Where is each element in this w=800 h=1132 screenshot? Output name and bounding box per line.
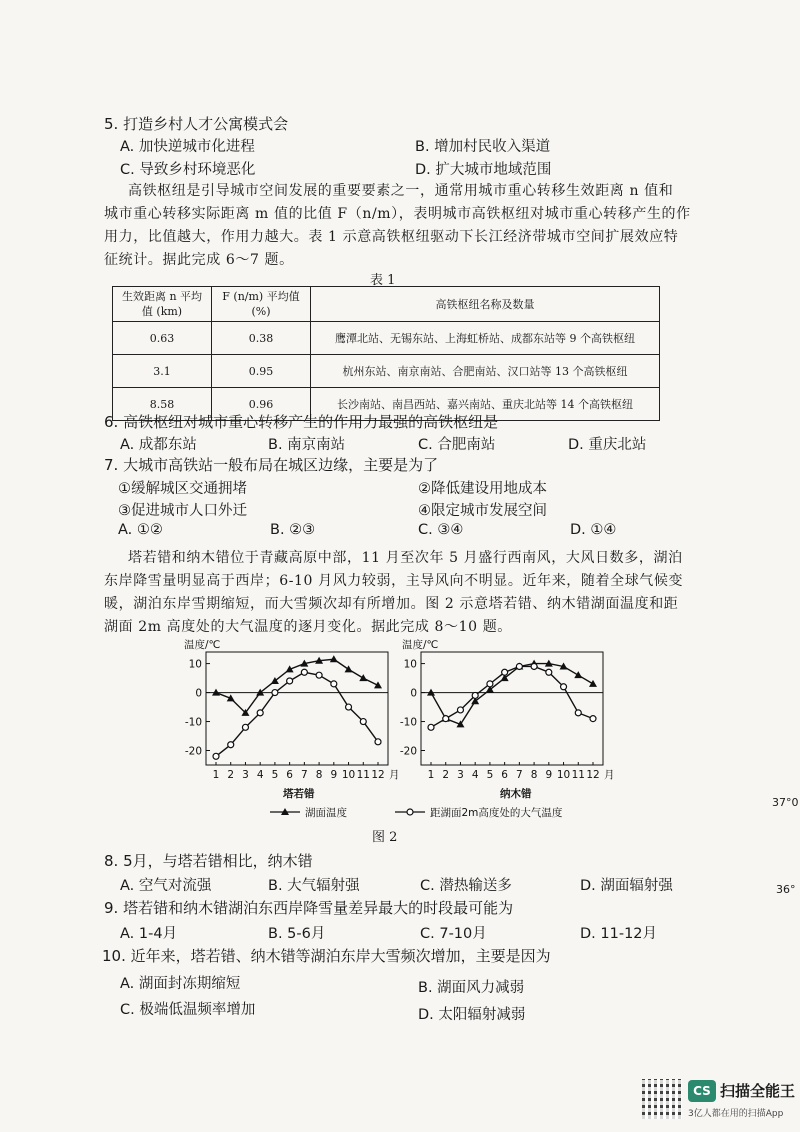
air-temp-point <box>487 681 493 687</box>
side-latitude-2: 36° <box>776 883 796 896</box>
air-temp-point <box>443 716 449 722</box>
chart-taruocuo <box>184 638 400 800</box>
x-tick-label: 12 <box>371 769 385 781</box>
x-tick-label: 3 <box>242 769 249 781</box>
q6-option-b: B. 南京南站 <box>268 437 346 453</box>
q7-statement-4: ④限定城市发展空间 <box>418 503 547 519</box>
table1-header: F (n/m) 平均值 (%) <box>212 287 311 322</box>
intro2-line3: 暖，湖泊东岸雪期缩短，而大雪频次却有所增加。图 2 示意塔若错、纳木错湖面温度和距 <box>104 596 679 612</box>
lake-temp-point <box>589 680 597 687</box>
x-tick-label: 9 <box>330 769 338 781</box>
y-tick-label: -10 <box>184 716 202 729</box>
x-tick-label: 6 <box>286 769 293 781</box>
table-cell: 0.96 <box>212 388 311 421</box>
chart-namucuo <box>400 638 615 800</box>
legend-lake-label: 湖面温度 <box>305 807 347 819</box>
q8-option-a: A. 空气对流强 <box>120 878 212 894</box>
air-temp-point <box>590 716 596 722</box>
lake-temp-point <box>374 681 382 688</box>
x-tick-label: 8 <box>530 769 538 781</box>
q6-option-a: A. 成都东站 <box>120 437 197 453</box>
table-cell: 0.63 <box>113 322 212 355</box>
q9-option-b: B. 5-6月 <box>268 926 326 942</box>
air-temp-point <box>546 669 552 675</box>
table1-header: 高铁枢纽名称及数量 <box>311 287 660 322</box>
x-tick-label: 5 <box>486 769 494 781</box>
q7-stem: 7. 大城市高铁站一般布局在城区边缘，主要是为了 <box>104 456 439 474</box>
x-axis-unit: 月 <box>604 769 615 781</box>
air-temp-point <box>516 663 522 669</box>
legend-air-label: 距湖面2m高度处的大气温度 <box>430 807 563 819</box>
air-temp-point <box>561 684 567 690</box>
legend-circle-icon <box>407 809 413 815</box>
qr-code-icon <box>642 1079 682 1119</box>
x-tick-label: 10 <box>556 769 571 781</box>
air-temp-point <box>213 753 219 759</box>
x-tick-label: 11 <box>571 769 585 781</box>
q9-stem: 9. 塔若错和纳木错湖泊东西岸降雪量差异最大的时段最可能为 <box>104 899 514 917</box>
intro1-line4: 征统计。据此完成 6～7 题。 <box>104 252 294 268</box>
x-tick-label: 7 <box>516 769 523 781</box>
lake-temp-point <box>345 665 353 672</box>
air-temp-point <box>360 719 366 725</box>
air-temp-point <box>228 742 234 748</box>
x-tick-label: 2 <box>227 769 235 781</box>
x-tick-label: 6 <box>501 769 508 781</box>
x-tick-label: 9 <box>545 769 553 781</box>
air-temp-point <box>287 678 293 684</box>
table1-header: 生效距离 n 平均值 (km) <box>113 287 212 322</box>
series-air-line <box>216 672 378 756</box>
q7-option-b: B. ②③ <box>270 522 316 538</box>
x-tick-label: 11 <box>356 769 370 781</box>
x-tick-label: 3 <box>457 769 464 781</box>
q9-option-a: A. 1-4月 <box>120 926 178 942</box>
x-tick-label: 4 <box>256 769 264 781</box>
chart-frame <box>206 652 388 765</box>
q6-option-c: C. 合肥南站 <box>418 437 496 453</box>
q9-option-d: D. 11-12月 <box>580 926 658 942</box>
x-axis-unit: 月 <box>389 769 400 781</box>
air-temp-point <box>428 724 434 730</box>
y-tick-label: 0 <box>410 687 417 700</box>
q10-option-d: D. 太阳辐射减弱 <box>418 1007 526 1023</box>
lake-temp-point <box>359 674 367 681</box>
y-tick-label: -10 <box>399 716 417 729</box>
series-lake-line <box>216 659 378 713</box>
side-latitude-1: 37°0 <box>772 796 799 809</box>
air-temp-point <box>346 704 352 710</box>
lake-temp-point <box>330 655 338 662</box>
air-temp-point <box>272 690 278 696</box>
air-temp-point <box>257 710 263 716</box>
air-temp-point <box>531 663 537 669</box>
scanner-logo-icon: CS <box>688 1080 716 1102</box>
series-air-line <box>431 666 593 727</box>
air-temp-point <box>375 739 381 745</box>
intro1-line3: 用力，比值越大，作用力越大。表 1 示意高铁枢纽驱动下长江经济带城市空间扩展效应特 <box>104 229 679 245</box>
chart-title: 纳木错 <box>500 788 532 800</box>
q9-option-c: C. 7-10月 <box>420 926 487 942</box>
table-cell: 3.1 <box>113 355 212 388</box>
y-tick-label: -20 <box>399 745 417 758</box>
q5-option-c: C. 导致乡村环境恶化 <box>120 162 256 178</box>
q8-option-c: C. 潜热输送多 <box>420 878 512 894</box>
table-cell: 杭州东站、南京南站、合肥南站、汉口站等 13 个高铁枢纽 <box>311 355 660 388</box>
q10-option-c: C. 极端低温频率增加 <box>120 1002 256 1018</box>
x-tick-label: 2 <box>442 769 450 781</box>
figure-caption: 图 2 <box>372 830 398 845</box>
q7-option-d: D. ①④ <box>570 522 617 538</box>
q6-stem: 6. 高铁枢纽对城市重心转移产生的作用力最强的高铁枢纽是 <box>104 413 499 431</box>
x-tick-label: 7 <box>301 769 308 781</box>
q10-stem: 10. 近年来，塔若错、纳木错等湖泊东岸大雪频次增加，主要是因为 <box>102 947 551 965</box>
q5-stem: 5. 打造乡村人才公寓模式会 <box>104 115 289 133</box>
x-tick-label: 4 <box>471 769 479 781</box>
table-cell: 鹰潭北站、无锡东站、上海虹桥站、成都东站等 9 个高铁枢纽 <box>311 322 660 355</box>
series-lake-line <box>431 664 593 725</box>
table-cell: 长沙南站、南昌西站、嘉兴南站、重庆北站等 14 个高铁枢纽 <box>311 388 660 421</box>
air-temp-point <box>301 669 307 675</box>
x-tick-label: 8 <box>315 769 323 781</box>
q5-option-d: D. 扩大城市地域范围 <box>415 162 552 178</box>
x-tick-label: 5 <box>271 769 279 781</box>
q8-option-b: B. 大气辐射强 <box>268 878 360 894</box>
intro1-line1: 高铁枢纽是引导城市空间发展的重要要素之一，通常用城市重心转移生效距离 n 值和 <box>128 183 674 199</box>
scanner-app-name: 扫描全能王 <box>720 1082 796 1100</box>
q7-option-a: A. ①② <box>118 522 163 538</box>
x-tick-label: 12 <box>586 769 600 781</box>
q7-option-c: C. ③④ <box>418 522 464 538</box>
lake-temp-point <box>574 671 582 678</box>
scanner-app-tagline: 3亿人都在用的扫描App <box>688 1109 784 1119</box>
chart-ylabel: 温度/℃ <box>402 639 439 651</box>
table-cell: 8.58 <box>113 388 212 421</box>
chart-title: 塔若错 <box>283 788 315 800</box>
intro1-line2: 城市重心转移实际距离 m 值的比值 F（n/m），表明城市高铁枢纽对城市重心转移产生的作 <box>104 206 691 222</box>
x-tick-label: 1 <box>212 769 220 781</box>
q7-statement-1: ①缓解城区交通拥堵 <box>118 481 247 497</box>
air-temp-point <box>242 724 248 730</box>
q5-option-a: A. 加快逆城市化进程 <box>120 139 255 155</box>
q10-option-b: B. 湖面风力减弱 <box>418 980 525 996</box>
x-tick-label: 10 <box>341 769 356 781</box>
chart-legend <box>270 806 563 819</box>
q7-statement-3: ③促进城市人口外迁 <box>118 503 247 519</box>
q5-option-b: B. 增加村民收入渠道 <box>415 139 551 155</box>
air-temp-point <box>331 681 337 687</box>
y-tick-label: 10 <box>188 658 202 671</box>
table1-caption: 表 1 <box>370 273 396 288</box>
air-temp-point <box>457 707 463 713</box>
intro2-line2: 东岸降雪量明显高于西岸；6-10 月风力较弱，主导风向不明显。近年来，随着全球气候变 <box>104 573 684 589</box>
y-tick-label: -20 <box>184 745 202 758</box>
q8-stem: 8. 5月，与塔若错相比，纳木错 <box>104 852 313 870</box>
intro2-line1: 塔若错和纳木错位于青藏高原中部，11 月至次年 5 月盛行西南风，大风日数多，湖泊 <box>128 550 683 566</box>
chart-ylabel: 温度/℃ <box>184 639 221 651</box>
y-tick-label: 0 <box>195 687 202 700</box>
air-temp-point <box>502 669 508 675</box>
q7-statement-2: ②降低建设用地成本 <box>418 481 547 497</box>
table-cell: 0.38 <box>212 322 311 355</box>
q6-option-d: D. 重庆北站 <box>568 437 647 453</box>
air-temp-point <box>472 692 478 698</box>
y-tick-label: 10 <box>403 658 417 671</box>
air-temp-point <box>575 710 581 716</box>
air-temp-point <box>316 672 322 678</box>
table-cell: 0.95 <box>212 355 311 388</box>
intro2-line4: 湖面 2m 高度处的大气温度的逐月变化。据此完成 8～10 题。 <box>104 619 512 635</box>
q8-option-d: D. 湖面辐射强 <box>580 878 673 894</box>
x-tick-label: 1 <box>427 769 435 781</box>
q10-option-a: A. 湖面封冻期缩短 <box>120 976 241 992</box>
